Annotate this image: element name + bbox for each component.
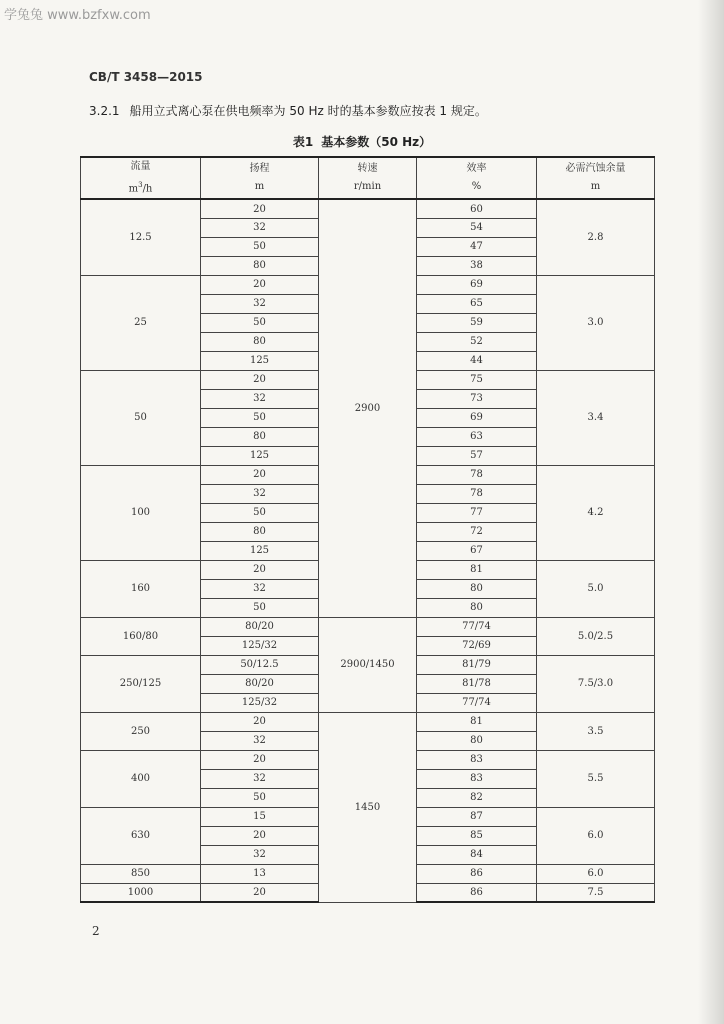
header-flow-unit-per: /h (142, 183, 153, 195)
cell-efficiency: 73 (417, 389, 537, 408)
cell-efficiency: 77 (417, 503, 537, 522)
cell-flow: 250 (81, 712, 201, 750)
cell-speed: 2900 (319, 199, 417, 617)
cell-head: 50 (201, 503, 319, 522)
cell-efficiency: 82 (417, 788, 537, 807)
clause-number: 3.2.1 (89, 104, 120, 118)
cell-head: 50 (201, 313, 319, 332)
cell-head: 125/32 (201, 636, 319, 655)
page-edge-shadow (698, 0, 724, 1024)
cell-npsh: 3.5 (537, 712, 655, 750)
table-body (81, 199, 655, 902)
page-number: 2 (92, 924, 100, 938)
cell-efficiency: 38 (417, 256, 537, 275)
cell-head: 13 (201, 864, 319, 883)
cell-head: 32 (201, 579, 319, 598)
header-speed (319, 157, 417, 199)
cell-efficiency: 67 (417, 541, 537, 560)
cell-head: 32 (201, 218, 319, 237)
cell-efficiency: 84 (417, 845, 537, 864)
cell-head: 20 (201, 370, 319, 389)
cell-head: 50 (201, 237, 319, 256)
table-number: 表1 (292, 135, 314, 149)
cell-efficiency: 83 (417, 769, 537, 788)
cell-npsh: 2.8 (537, 199, 655, 275)
cell-efficiency: 80 (417, 731, 537, 750)
cell-npsh: 5.0/2.5 (537, 617, 655, 655)
header-flow-unit-sup: 3 (138, 181, 143, 189)
cell-head: 50 (201, 788, 319, 807)
cell-head: 80 (201, 332, 319, 351)
cell-efficiency: 59 (417, 313, 537, 332)
header-flow-name: 流量 (130, 161, 151, 172)
cell-flow: 1000 (81, 883, 201, 902)
header-flow (81, 157, 201, 199)
cell-efficiency: 69 (417, 408, 537, 427)
cell-head: 32 (201, 389, 319, 408)
cell-head: 125 (201, 446, 319, 465)
cell-efficiency: 85 (417, 826, 537, 845)
header-npsh-name: 必需汽蚀余量 (565, 163, 626, 175)
cell-efficiency: 81 (417, 560, 537, 579)
cell-speed: 2900/1450 (319, 617, 417, 712)
cell-efficiency: 78 (417, 484, 537, 503)
cell-efficiency: 81 (417, 712, 537, 731)
cell-efficiency: 75 (417, 370, 537, 389)
header-efficiency-unit: % (471, 181, 482, 193)
cell-efficiency: 72/69 (417, 636, 537, 655)
cell-efficiency: 77/74 (417, 617, 537, 636)
header-speed-name: 转速 (357, 163, 378, 175)
cell-npsh: 5.5 (537, 750, 655, 807)
table-row (81, 199, 655, 218)
cell-efficiency: 80 (417, 598, 537, 617)
cell-flow: 100 (81, 465, 201, 560)
cell-head: 32 (201, 294, 319, 313)
cell-efficiency: 86 (417, 864, 537, 883)
cell-flow: 630 (81, 807, 201, 864)
cell-npsh: 6.0 (537, 807, 655, 864)
cell-efficiency: 78 (417, 465, 537, 484)
cell-head: 50 (201, 408, 319, 427)
cell-flow: 160/80 (81, 617, 201, 655)
cell-head: 20 (201, 750, 319, 769)
cell-efficiency: 81/78 (417, 674, 537, 693)
cell-head: 20 (201, 275, 319, 294)
cell-efficiency: 77/74 (417, 693, 537, 712)
cell-head: 20 (201, 560, 319, 579)
cell-efficiency: 54 (417, 218, 537, 237)
cell-npsh: 7.5 (537, 883, 655, 902)
table-row (81, 617, 655, 636)
cell-efficiency: 80 (417, 579, 537, 598)
header-efficiency (417, 157, 537, 199)
header-speed-unit: r/min (353, 181, 382, 193)
cell-head: 50/12.5 (201, 655, 319, 674)
cell-efficiency: 69 (417, 275, 537, 294)
cell-head: 20 (201, 712, 319, 731)
cell-npsh: 3.4 (537, 370, 655, 465)
cell-head: 20 (201, 199, 319, 218)
cell-flow: 160 (81, 560, 201, 617)
cell-efficiency: 86 (417, 883, 537, 902)
cell-efficiency: 72 (417, 522, 537, 541)
cell-efficiency: 47 (417, 237, 537, 256)
cell-efficiency: 63 (417, 427, 537, 446)
cell-efficiency: 44 (417, 351, 537, 370)
cell-npsh: 5.0 (537, 560, 655, 617)
cell-head: 80/20 (201, 617, 319, 636)
cell-head: 32 (201, 769, 319, 788)
clause-text: 船用立式离心泵在供电频率为 50 Hz 时的基本参数应按表 1 规定。 (129, 104, 487, 118)
header-head-name: 扬程 (249, 163, 270, 175)
cell-head: 80/20 (201, 674, 319, 693)
cell-flow: 400 (81, 750, 201, 807)
cell-flow: 25 (81, 275, 201, 370)
cell-head: 80 (201, 427, 319, 446)
header-flow-unit-base: m (128, 183, 139, 195)
cell-head: 125/32 (201, 693, 319, 712)
table-name: 基本参数（50 Hz） (321, 135, 432, 149)
table-header-row (81, 157, 655, 199)
cell-head: 125 (201, 541, 319, 560)
header-head-unit: m (254, 181, 265, 193)
cell-head: 50 (201, 598, 319, 617)
parameters-table (80, 156, 655, 903)
cell-head: 32 (201, 845, 319, 864)
cell-flow: 250/125 (81, 655, 201, 712)
standard-code: CB/T 3458—2015 (89, 70, 203, 84)
cell-efficiency: 83 (417, 750, 537, 769)
cell-head: 32 (201, 484, 319, 503)
table-row (81, 712, 655, 731)
cell-speed: 1450 (319, 712, 417, 902)
header-head (201, 157, 319, 199)
header-efficiency-name: 效率 (466, 163, 487, 175)
cell-efficiency: 87 (417, 807, 537, 826)
cell-head: 20 (201, 883, 319, 902)
cell-head: 32 (201, 731, 319, 750)
cell-flow: 12.5 (81, 199, 201, 275)
cell-head: 80 (201, 256, 319, 275)
cell-head: 125 (201, 351, 319, 370)
cell-npsh: 6.0 (537, 864, 655, 883)
cell-efficiency: 65 (417, 294, 537, 313)
clause-paragraph (89, 102, 487, 119)
cell-head: 20 (201, 465, 319, 484)
cell-flow: 850 (81, 864, 201, 883)
cell-efficiency: 52 (417, 332, 537, 351)
cell-efficiency: 60 (417, 199, 537, 218)
cell-flow: 50 (81, 370, 201, 465)
cell-efficiency: 57 (417, 446, 537, 465)
header-npsh-unit: m (590, 181, 601, 193)
table-title (0, 133, 724, 150)
cell-npsh: 7.5/3.0 (537, 655, 655, 712)
cell-head: 20 (201, 826, 319, 845)
cell-npsh: 4.2 (537, 465, 655, 560)
cell-head: 80 (201, 522, 319, 541)
watermark: 学兔兔 www.bzfxw.com (4, 8, 151, 23)
cell-npsh: 3.0 (537, 275, 655, 370)
header-npsh (537, 157, 655, 199)
cell-efficiency: 81/79 (417, 655, 537, 674)
header-flow-unit (81, 176, 200, 198)
cell-head: 15 (201, 807, 319, 826)
